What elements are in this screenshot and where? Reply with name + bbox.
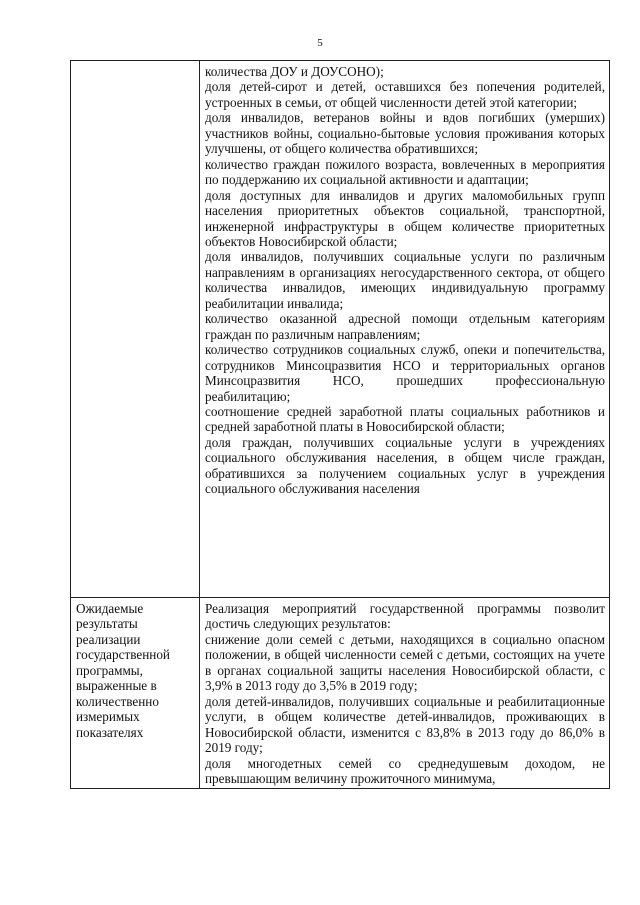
paragraph: доля инвалидов, ветеранов войны и вдов погибших (умерших) участников войны, социально-бытовые условия проживания которых улучшены, от общего количества обратившихся; xyxy=(205,110,605,157)
table-row xyxy=(71,598,610,789)
row-content-cell xyxy=(200,598,610,789)
paragraph: доля инвалидов, получивших социальные услуги по различным направлениям в организациях негосударственного сектора, от общего количества инвалидов, имеющих индивидуальную программу реабилитации инвалида; xyxy=(205,249,605,311)
paragraph: снижение доли семей с детьми, находящихся в социально опасном положении, в общей численности семей с детьми, состоящих на учете в органах социальной защиты населения Новосибирской области, с 3,9% в 2013 году до 3,5% в 2019 году; xyxy=(205,631,605,694)
paragraph: доля граждан, получивших социальные услуги в учреждениях социального обслуживания населения, в общем числе граждан, обратившихся за получением социальных услуг в учреждения социального обслуживания населения xyxy=(205,434,605,497)
paragraph: доля доступных для инвалидов и других маломобильных групп населения приоритетных объектов социальной, транспортной, инженерной инфраструктуры в общем количестве приоритетных объектов Новосибирской области; xyxy=(205,187,605,249)
paragraph: соотношение средней заработной платы социальных работников и средней заработной платы в Новосибирской области; xyxy=(205,403,605,435)
row-content-cell xyxy=(200,61,610,598)
paragraph: количество оказанной адресной помощи отдельным категориям граждан по различным направлениям; xyxy=(205,311,605,342)
paragraph: количество сотрудников социальных служб, опеки и попечительства, сотрудников Минсоцразвития НСО и территориальных органов Минсоцразвития НСО, прошедших профессиональную реабилитацию; xyxy=(205,342,605,404)
paragraph: доля детей-инвалидов, получивших социальные и реабилитационные услуги, в общем количестве детей-инвалидов, проживающих в Новосибирской области, изменится с 83,8% в 2013 году до 86,0% в 2019 году; xyxy=(205,693,605,756)
program-passport-table xyxy=(70,60,610,789)
table-row xyxy=(71,61,610,598)
row-label-cell xyxy=(71,598,200,789)
paragraph: количества ДОУ и ДОУСОНО); xyxy=(205,64,384,79)
paragraph: Реализация мероприятий государственной программы позволит достичь следующих результатов: xyxy=(205,601,605,632)
paragraph: количество граждан пожилого возраста, вовлеченных в мероприятия по поддержанию их социальной активности и адаптации; xyxy=(205,156,605,188)
row-label: Ожидаемые результаты реализации государственной программы, выраженные в количественно измеримых показателях xyxy=(76,601,170,740)
paragraph: доля детей-сирот и детей, оставшихся без попечения родителей, устроенных в семьи, от общей численности детей этой категории; xyxy=(205,79,605,110)
row-label-cell xyxy=(71,61,200,598)
page-number: 5 xyxy=(317,37,323,49)
paragraph: доля многодетных семей со среднедушевым доходом, не превышающим величину прожиточного минимума, xyxy=(205,755,605,786)
